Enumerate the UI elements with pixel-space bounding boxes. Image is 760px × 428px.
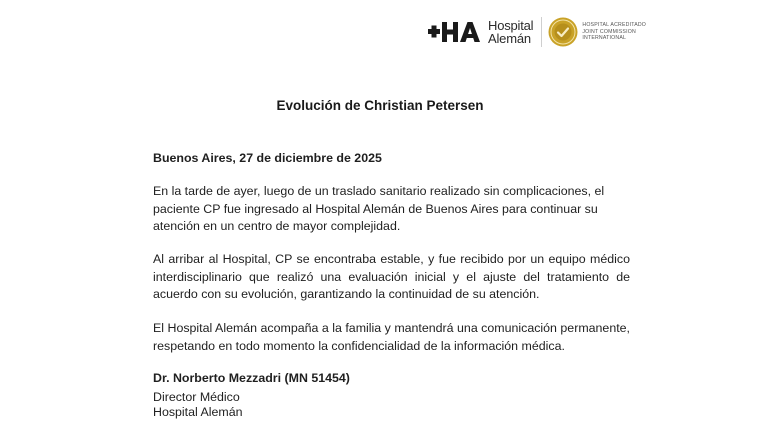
joint-commission-seal-icon [548, 17, 578, 47]
signatory-name: Dr. Norberto Mezzadri (MN 51454) [153, 371, 350, 385]
paragraph-3: El Hospital Alemán acompaña a la familia y mantendrá una comunicación permanente, respetando en todo momento la confidencialidad de la información médica. [153, 321, 630, 353]
accreditation-line-2: JOINT COMMISSION [582, 28, 636, 35]
paragraph-2: Al arribar al Hospital, CP se encontraba estable, y fue recibido por un equipo médico interdisciplinario que realizó una evaluación inicial y el ajuste del tratamiento de acuerdo con su evolución, garantizando la continuidad de su atención. [153, 252, 630, 301]
dateline: Buenos Aires, 27 de diciembre de 2025 [153, 151, 382, 165]
logo-divider [541, 17, 542, 47]
accreditation-line-1: HOSPITAL ACREDITADO [582, 22, 647, 29]
brand-line-2: Alemán [488, 31, 531, 46]
paragraph-1: En la tarde de ayer, luego de un traslado sanitario realizado sin complicaciones, el paciente CP fue ingresado al Hospital Alemán de Buenos Aires para continuar su atención en un centro de mayor complejidad. [153, 184, 605, 233]
brand-line-1: Hospital [488, 18, 534, 33]
hospital-logo-header [428, 14, 646, 50]
signatory-institution: Hospital Alemán [153, 405, 243, 419]
signature-block [153, 370, 630, 421]
hospital-brand-name [488, 19, 533, 45]
accreditation-text [582, 22, 646, 42]
hospital-aleman-logo-icon [428, 17, 484, 47]
signatory-role: Director Médico [153, 389, 240, 404]
accreditation-line-3: INTERNATIONAL [582, 35, 627, 42]
document-title: Evolución de Christian Petersen [276, 98, 484, 113]
